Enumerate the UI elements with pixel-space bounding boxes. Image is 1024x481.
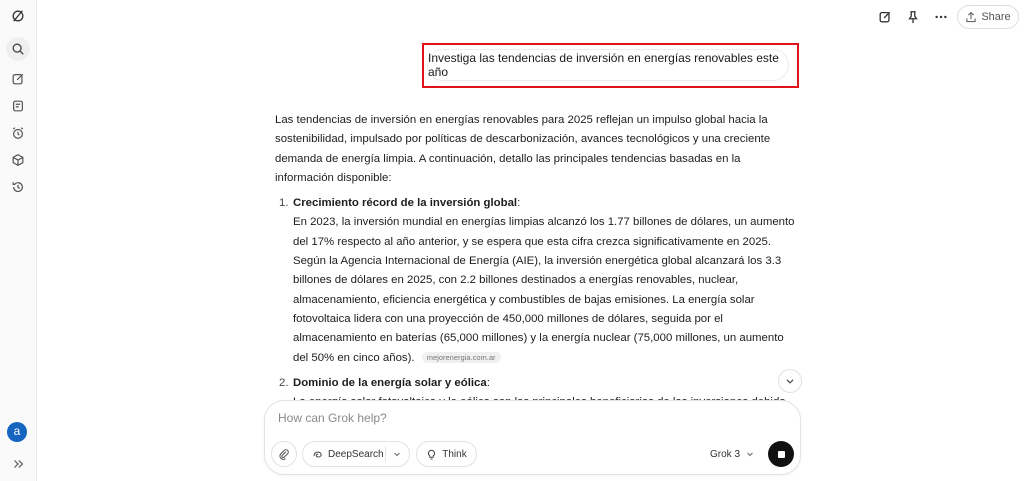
search-icon[interactable] — [6, 37, 30, 61]
share-button[interactable] — [957, 5, 1019, 29]
stop-icon — [778, 451, 785, 458]
response-intro: Las tendencias de inversión en energías renovables para 2025 reflejan un impulso global hacia la sostenibilidad, impulsado por políticas de descarbonización, avances tecnológicos y una creciente demanda de energía limpia. A continuación, detallo las principales tendencias basadas en la información disponible: — [275, 114, 771, 184]
history-icon[interactable] — [6, 175, 30, 199]
chevron-down-icon — [746, 450, 754, 458]
chevron-down-icon — [785, 376, 795, 386]
paperclip-icon — [278, 448, 290, 460]
share-icon — [965, 11, 977, 23]
deepsearch-toggle[interactable] — [302, 441, 410, 467]
model-label: Grok 3 — [710, 448, 741, 460]
edit-icon[interactable] — [6, 67, 30, 91]
pin-icon[interactable] — [902, 6, 924, 28]
user-message: Investiga las tendencias de inversión en energías renovables este año — [427, 49, 789, 81]
deepsearch-icon — [312, 449, 323, 460]
list-item-body: En 2023, la inversión mundial en energías limpias alcanzó los 1.77 billones de dólares, un aumento del 17% respecto al año anterior, y se espera que esta cifra crezca significativamente en 2025. Según la Agencia Internacional de Energía (AIE), la inversión energética global alcanzará los 3.3 billones de dólares en 2025, con 2.2 billones destinados a energías renovables, nuclear, almacenamiento, eficiencia energética y combustibles de bajas emisiones. La energía solar fotovoltaica lidera con una proyección de 450,000 millones de dólares, seguida por el almacenamiento en baterías (65,000 millones) y la energía nuclear (75,000 millones, un aumento del 50% en cinco años). — [293, 216, 795, 364]
list-item — [275, 194, 795, 368]
title-suffix: : — [517, 197, 521, 210]
assistant-response — [275, 111, 795, 401]
avatar[interactable]: a — [7, 422, 27, 442]
cube-icon[interactable] — [6, 148, 30, 172]
list-number: 1. — [279, 197, 289, 210]
more-icon[interactable] — [930, 6, 952, 28]
model-select[interactable] — [710, 446, 754, 462]
prompt-input[interactable] — [278, 411, 758, 425]
sidebar — [0, 0, 37, 481]
deepsearch-options-button[interactable] — [385, 450, 409, 458]
title-suffix: : — [486, 376, 490, 389]
chevron-down-icon — [393, 450, 401, 458]
think-toggle[interactable] — [416, 441, 477, 467]
scroll-down-button[interactable] — [778, 369, 802, 393]
note-icon[interactable] — [6, 94, 30, 118]
list-number: 2. — [279, 376, 289, 389]
source-link[interactable]: mejorenergia.com.ar — [422, 352, 501, 363]
grok-logo-icon[interactable] — [6, 4, 30, 28]
attach-button[interactable] — [271, 441, 297, 467]
double-chevron-right-icon[interactable] — [6, 452, 30, 476]
deepsearch-label: DeepSearch — [328, 448, 384, 460]
stop-button[interactable] — [768, 441, 794, 467]
response-list — [275, 194, 795, 432]
share-label: Share — [981, 11, 1011, 23]
alarm-clock-icon[interactable] — [6, 121, 30, 145]
lightbulb-icon — [426, 449, 437, 460]
list-item-title: Crecimiento récord de la inversión global — [293, 197, 518, 210]
list-item-title: Dominio de la energía solar y eólica — [293, 376, 487, 389]
edit-icon[interactable] — [874, 6, 896, 28]
think-label: Think — [442, 448, 467, 460]
